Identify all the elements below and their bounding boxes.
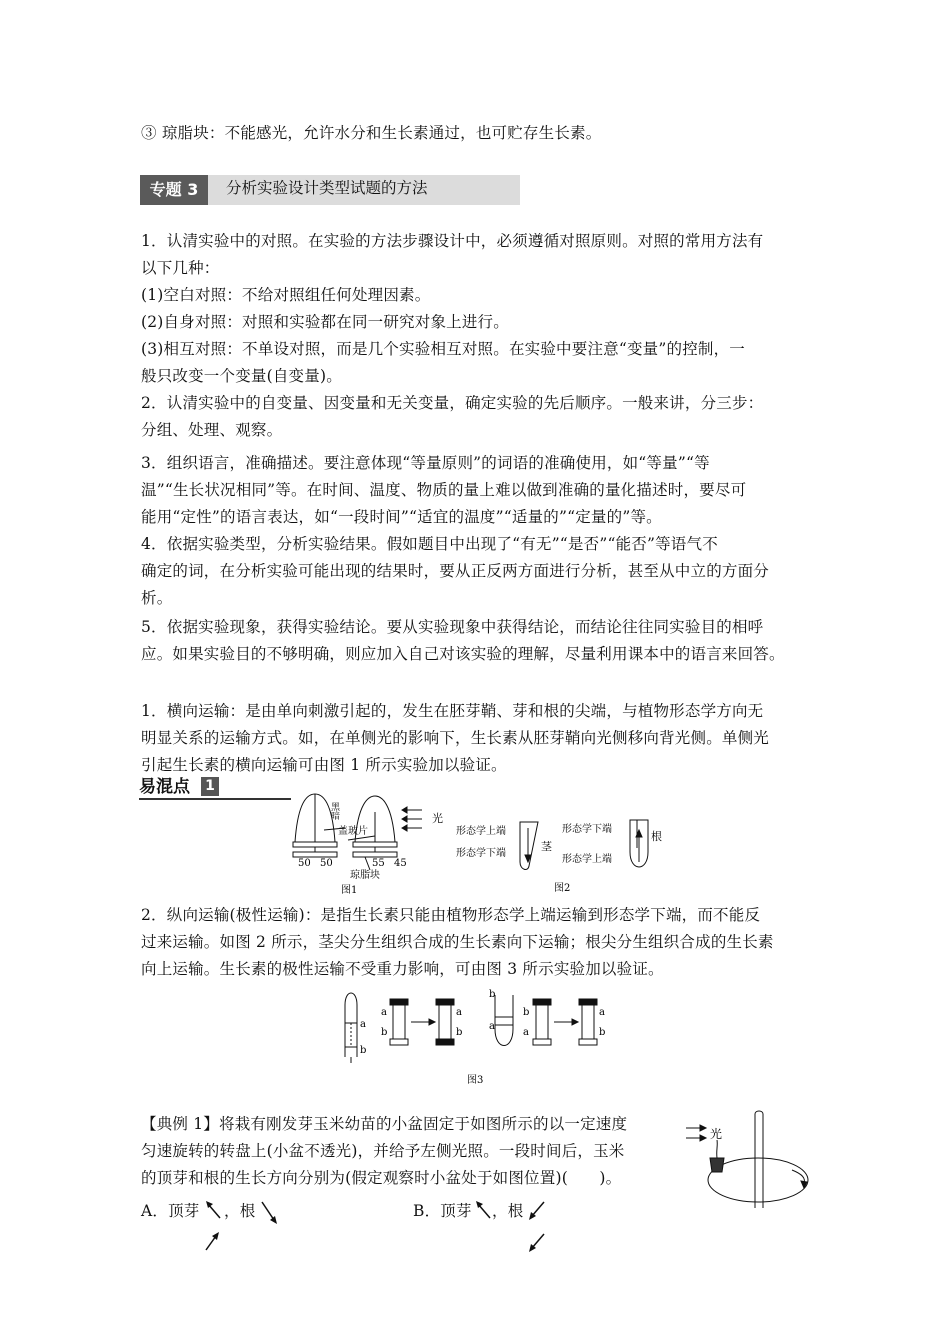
figure-3 [335, 985, 620, 1090]
option-b-root-arrow [524, 1198, 548, 1224]
body-line: 确定的词，在分析实验可能出现的结果时，要从正反两方面进行分析，甚至从中立的方面分 [141, 562, 770, 580]
fig3-label-b: b [381, 1027, 388, 1038]
fig3-label-a: a [360, 1019, 366, 1030]
body-line: 析。 [141, 589, 173, 607]
fig1-dark-label: 黑暗 [329, 802, 339, 820]
figure-2 [452, 808, 667, 898]
intro-line: ③ 琼脂块：不能感光，允许水分和生长素通过，也可贮存生长素。 [141, 124, 602, 142]
fig2-stem-label: 茎 [541, 840, 552, 853]
example-light-label: 光 [710, 1127, 723, 1141]
option-a-bud-arrow [202, 1198, 226, 1224]
body-line: 般只改变一个变量(自变量)。 [141, 367, 342, 385]
example-line: 【典例 1】将栽有刚发芽玉米幼苗的小盆固定于如图所示的以一定速度 [141, 1115, 628, 1133]
option-b-label: B．顶芽 [413, 1202, 472, 1220]
body-line: 应。如果实验目的不够明确，则应加入自己对该实验的理解，尽量利用课本中的语言来回答。 [141, 645, 785, 663]
fig2-root-lower: 形态学下端 [562, 824, 612, 835]
fig3-label-a: a [489, 1021, 495, 1032]
option-b-mid: ，根 [492, 1202, 524, 1220]
body-line: 温”“生长状况相同”等。在时间、温度、物质的量上难以做到准确的量化描述时，要尽可 [141, 481, 747, 499]
fig3-caption: 图3 [467, 1075, 484, 1086]
example-line: 匀速旋转的转盘上(小盆不透光)，并给予左侧光照。一段时间后，玉米 [141, 1142, 625, 1160]
option-a-alt-arrow [200, 1228, 224, 1254]
fig2-root-upper: 形态学上端 [562, 854, 612, 865]
body-line: 3．组织语言，准确描述。要注意体现“等量原则”的词语的准确使用，如“等量”“等 [141, 454, 710, 472]
turntable-figure [680, 1110, 820, 1225]
fig3-label-a: a [599, 1007, 605, 1018]
fig1-caption: 图1 [341, 885, 358, 896]
option-a-label: A．顶芽 [141, 1202, 200, 1220]
fig2-stem-lower: 形态学下端 [456, 848, 506, 859]
fig1-value: 50 [298, 858, 311, 869]
body-line: (2)自身对照：对照和实验都在同一研究对象上进行。 [141, 313, 509, 331]
transport-line: 1．横向运输：是由单向刺激引起的，发生在胚芽鞘、芽和根的尖端，与植物形态学方向无 [141, 702, 764, 720]
fig1-light-label: 光 [432, 812, 443, 825]
fig3-label-b: b [456, 1027, 463, 1038]
option-b-alt-arrow [524, 1230, 548, 1256]
fig1-value: 50 [320, 858, 333, 869]
fig3-label-b: b [489, 989, 496, 1000]
body-line: 2．认清实验中的自变量、因变量和无关变量，确定实验的先后顺序。一般来讲，分三步： [141, 394, 764, 412]
mix-point-label: 易混点 [139, 777, 190, 797]
mix-point-number: 1 [201, 777, 219, 796]
fig1-value: 45 [394, 858, 407, 869]
fig3-label-b: b [523, 1007, 530, 1018]
body-line: (1)空白对照：不给对照组任何处理因素。 [141, 286, 431, 304]
fig3-label-a: a [523, 1027, 529, 1038]
option-a-root-arrow [258, 1198, 282, 1228]
fig1-value: 55 [372, 858, 385, 869]
option-a [141, 1201, 200, 1221]
mix-point-banner [139, 776, 291, 800]
body-line: 分组、处理、观察。 [141, 421, 283, 439]
fig1-mica-label: 盖玻片 [338, 826, 368, 837]
polar-line: 向上运输。生长素的极性运输不受重力影响，可由图 3 所示实验加以验证。 [141, 960, 664, 978]
fig2-root-label: 根 [651, 830, 662, 843]
fig3-label-b: b [599, 1027, 606, 1038]
transport-line: 引起生长素的横向运输可由图 1 所示实验加以验证。 [141, 756, 507, 774]
body-line: (3)相互对照：不单设对照，而是几个实验相互对照。在实验中要注意“变量”的控制，一 [141, 340, 746, 358]
fig1-agar-label: 琼脂块 [350, 870, 380, 881]
fig3-label-a: a [456, 1007, 462, 1018]
body-line: 能用“定性”的语言表达，如“一段时间”“适宜的温度”“适量的”“定量的”等。 [141, 508, 662, 526]
fig2-caption: 图2 [554, 883, 571, 894]
transport-line: 明显关系的运输方式。如，在单侧光的影响下，生长素从胚芽鞘向光侧移向背光侧。单侧光 [141, 729, 770, 747]
option-b [413, 1201, 472, 1221]
body-line: 以下几种： [141, 259, 220, 277]
fig2-stem-upper: 形态学上端 [456, 826, 506, 837]
body-line: 5．依据实验现象，获得实验结论。要从实验现象中获得结论，而结论往往同实验目的相呼 [141, 618, 764, 636]
polar-line: 过来运输。如图 2 所示，茎尖分生组织合成的生长素向下运输；根尖分生组织合成的生长素 [141, 933, 774, 951]
example-line: 的顶芽和根的生长方向分别为(假定观察时小盆处于如图位置)( )。 [141, 1169, 622, 1187]
topic-title: 分析实验设计类型试题的方法 [226, 179, 428, 197]
fig3-label-a: a [381, 1007, 387, 1018]
topic-header [140, 175, 520, 205]
figure-1 [290, 790, 460, 898]
body-line: 4．依据实验类型，分析实验结果。假如题目中出现了“有无”“是否”“能否”等语气不 [141, 535, 718, 553]
fig3-label-b: b [360, 1045, 367, 1056]
topic-tag: 专题 3 [140, 175, 208, 205]
polar-line: 2．纵向运输(极性运输)：是指生长素只能由植物形态学上端运输到形态学下端，而不能反 [141, 906, 761, 924]
option-a-mid: ，根 [224, 1202, 256, 1220]
body-line: 1．认清实验中的对照。在实验的方法步骤设计中，必须遵循对照原则。对照的常用方法有 [141, 232, 764, 250]
